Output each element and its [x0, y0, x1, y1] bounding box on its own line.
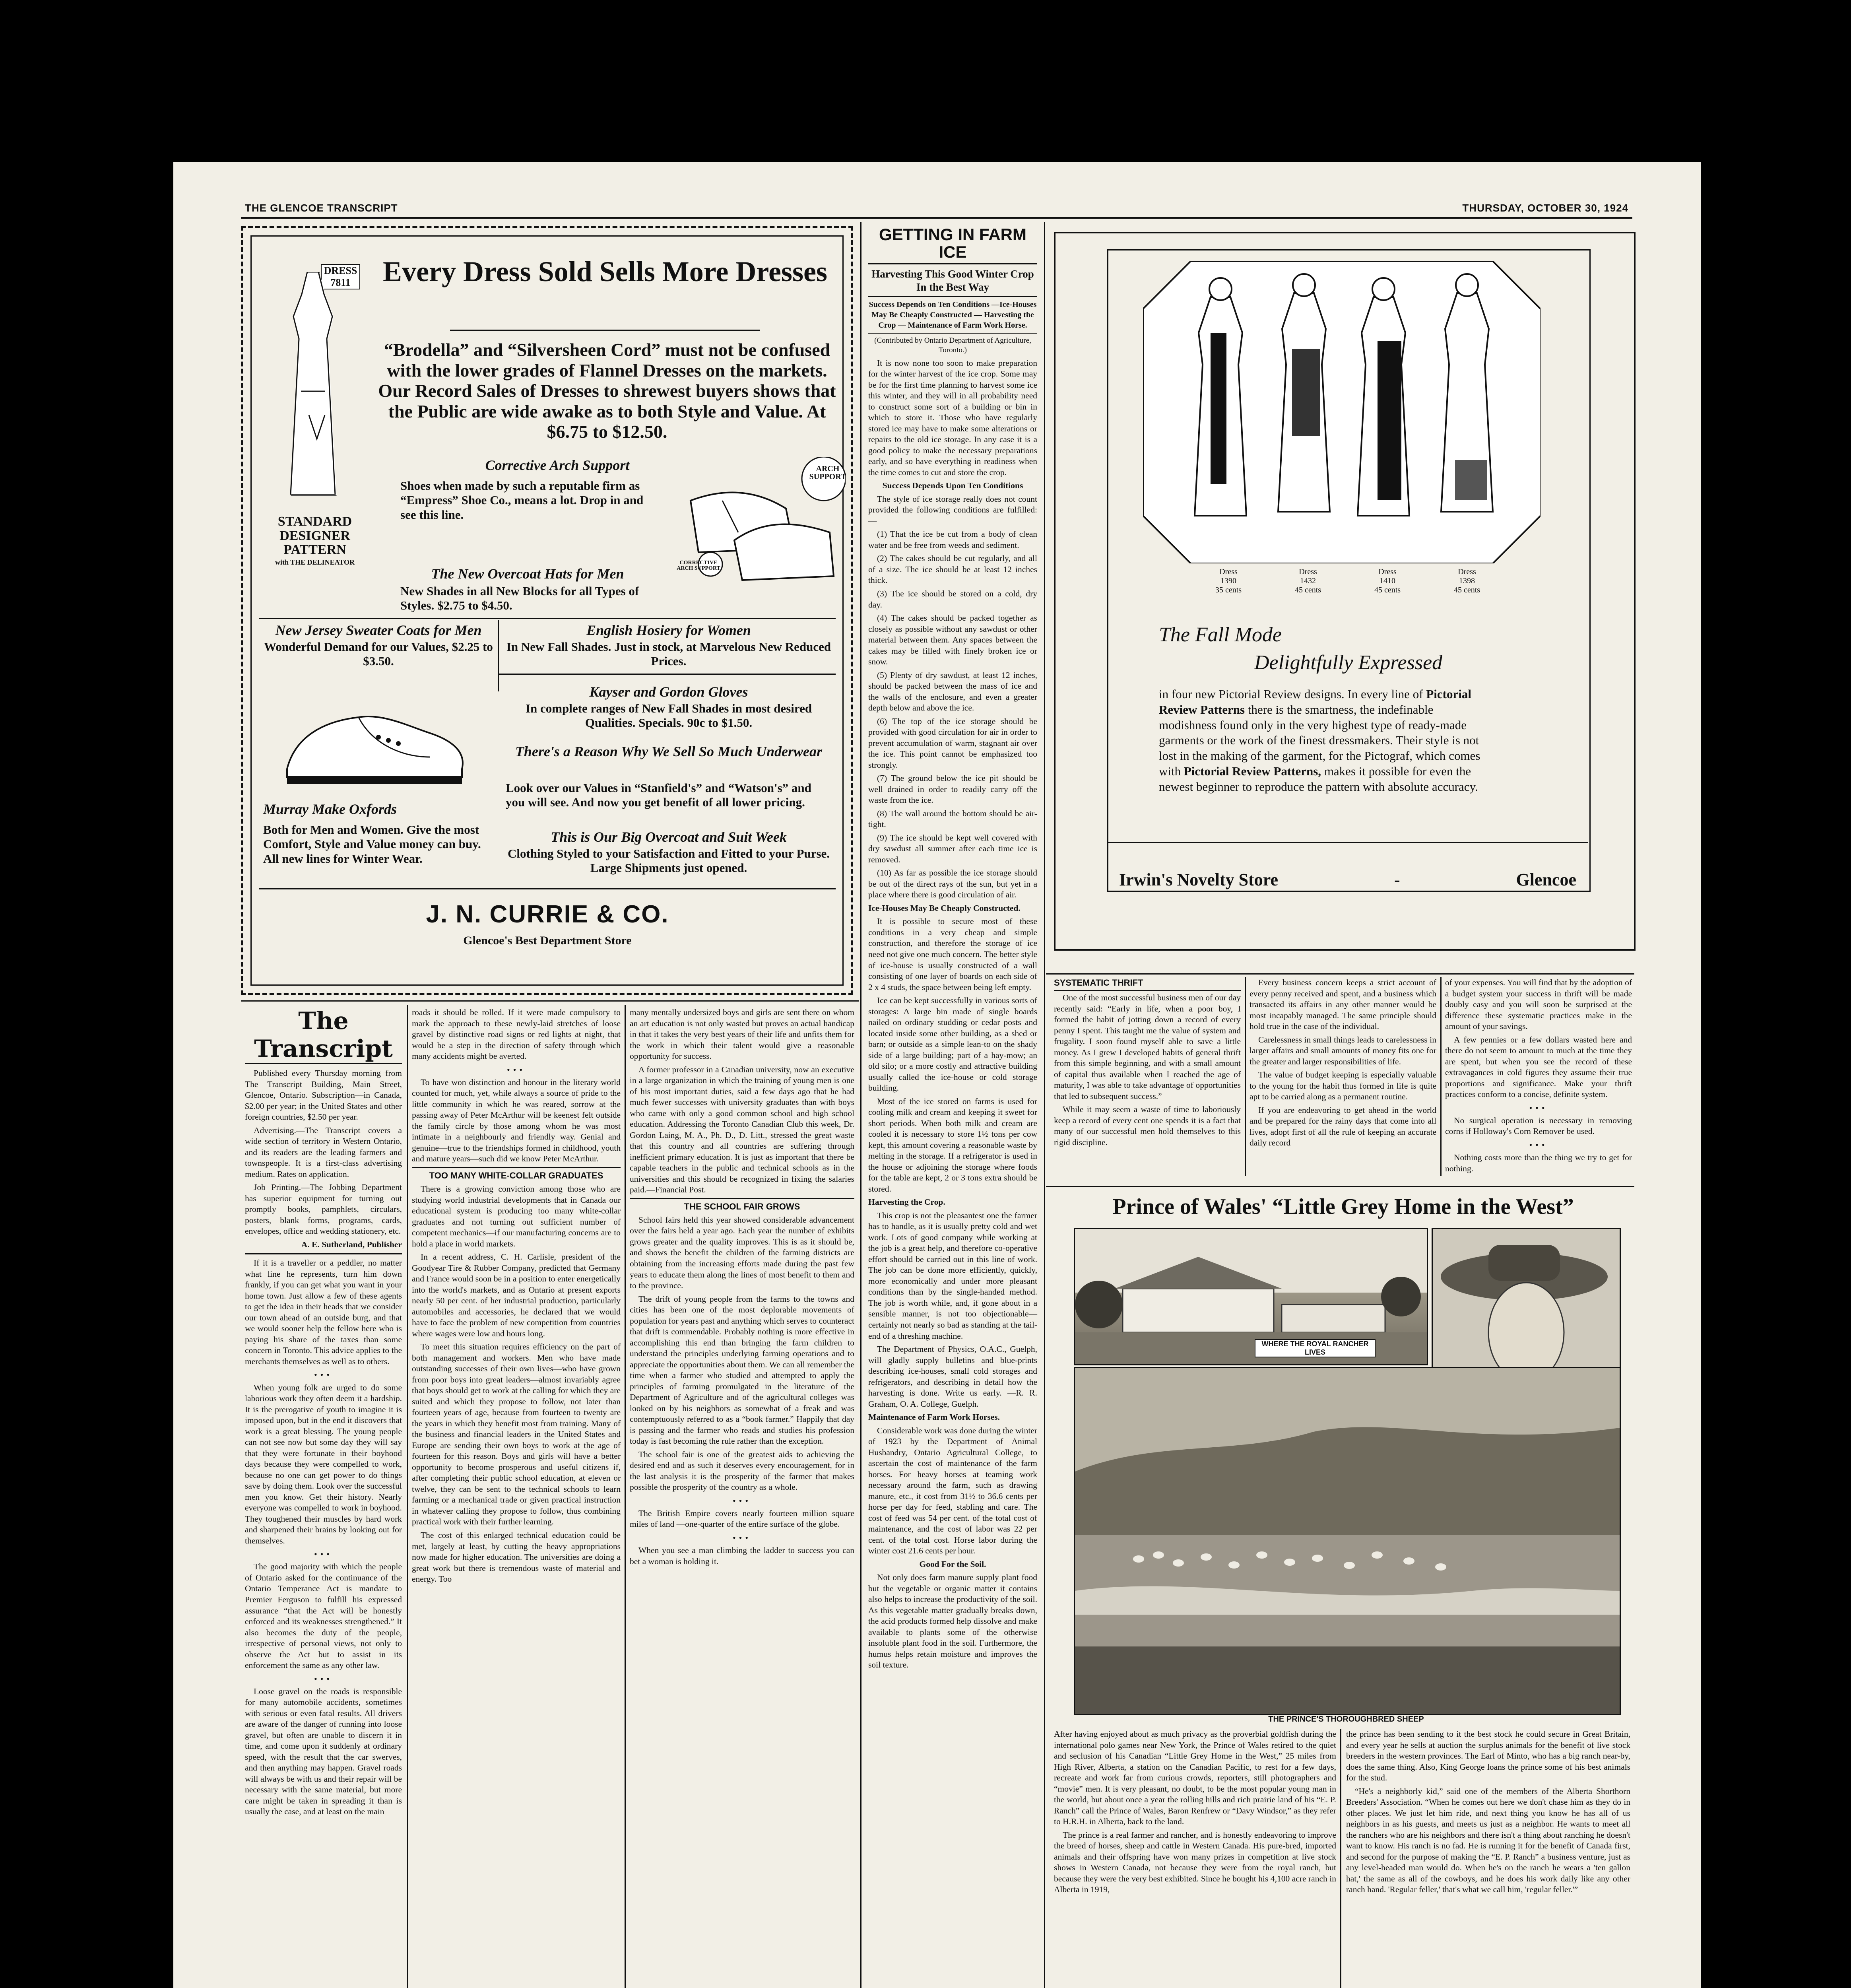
separator-stars: ••• — [314, 1673, 333, 1684]
school-fair-p1: School fairs held this year showed considerable advancement over the fairs held a year ago. Each year the number of exhibits grows greater and the quality improves. This is as it should be, and shows the benefit the children of the farming districts are obtaining from the increasing efforts made during the past few years to educate them along the lines of most benefit to them and to the province. — [630, 1215, 854, 1291]
thrift-p8: A few pennies or a few dollars wasted here and there do not seem to amount to much at the time they are spent, but when you see the record of these extravagances in cold figures they assume their true proportions and significance. Make your thrift practices conform to a concise, definite system. — [1445, 1035, 1632, 1099]
sweater-text: Wonderful Demand for our Values, $2.25 to $3.50. — [264, 640, 493, 668]
dress-price: 45 cents — [1294, 586, 1321, 594]
ice-p8: Considerable work was done during the winter of 1923 by the Department of Animal Husbandry, Ontario Agricultural College, to ascertain the cost of maintenance of the farm horses. For heavy horses at teaming work necessary around the farm, such as drawing manure, etc., it cost from 31½ to 36.6 cents per horse per day for feed, stabling and care. The cost of feed was 54 per cent. of the total cost of maintenance, and the cost of labor was 22 per cent. of the total cost. Horse labor during the winter cost 21.6 cents per hour. — [868, 1425, 1037, 1556]
currie-store-name: J. N. CURRIE & CO. — [426, 901, 669, 928]
ice-sub1: Success Depends Upon Ten Conditions — [882, 481, 1023, 491]
ice-p9: Not only does farm manure supply plant food but the vegetable or organic matter it contains also helps to increase the productivity of the soil. As this vegetable matter gradually breaks down, the acid products formed help dissolve and make available to plants some of the otherwise insoluble plant food in the soil. Furthermore, the humus helps retain moisture and improves the soil texture. — [868, 1573, 1037, 1670]
school-fair-p5: When you see a man climbing the ladder to success you can bet a woman is holding it. — [630, 1545, 854, 1566]
column-rule-l1 — [407, 1005, 408, 1988]
ice-cond9: (9) The ice should be kept well covered with dry sawdust all summer after each time ice is removed. — [868, 833, 1037, 864]
ice-cond10: (10) As far as possible the ice storage should be out of the direct rays of the sun, but yet in a place where there is good circulation of air. — [868, 868, 1037, 900]
thrift-rule — [1054, 990, 1241, 991]
school-fair-p3: The school fair is one of the greatest aids to achieving the desired end and as such it deserves every encouragement, for in the last analysis it is the prosperity of the farmer that makes possible the prosperity of the country as a whole. — [630, 1449, 854, 1492]
dress-1432 — [1286, 567, 1330, 595]
arch-heading: Corrective Arch Support — [485, 457, 630, 473]
pictorial-review-name: Pictorial Review Patterns — [1159, 687, 1471, 716]
divider-1 — [259, 618, 836, 619]
ice-cond2: (2) The cakes should be cut regularly, and all of a size. The ice should be at least 12 inches thick. — [868, 553, 1037, 585]
school-fair-p4: The British Empire covers nearly fourteen million square miles of land —one-quarter of the entire surface of the globe. — [630, 1508, 854, 1529]
currie-ad — [241, 226, 853, 995]
ice-p4: Ice can be kept successfully in various sorts of storages: A large bin made of single boards nailed on ordinary studding or cedar posts and located inside some other building, as a shed or barn; or outside as a simple lean-to on the shady side of a large building; part of a hay-mow; an old silo; or a more costly and attractive building usually called the ice-house or cold storage building. — [868, 996, 1037, 1093]
ice-credit: (Contributed by Ontario Department of Agriculture, Toronto.) — [874, 336, 1031, 355]
section-rule-left — [241, 1000, 859, 1002]
thrift-p1: One of the most successful business men of our day recently said: “Early in life, when a poor boy, I formed the habit of jotting down a record of every penny I spent. This taught me the value of system and frugality. I soon found myself able to save a little money. As I grew I developed habits of general thrift from this simple beginning, and with a small amount of capital thus available when I reached the age of maturity, I was able to take advantage of opportunities that led to subsequent success.” — [1054, 993, 1241, 1101]
dress-number: 1398 — [1459, 577, 1475, 585]
oxford-shoe-icon — [279, 689, 470, 793]
thrift-article — [1054, 977, 1632, 1184]
fall-mode-subtitle: Delightfully Expressed — [1254, 651, 1443, 674]
dress-figure-icon — [285, 272, 341, 495]
separator-stars: ••• — [732, 1533, 752, 1543]
ice-summary: Success Depends on Ten Conditions —Ice-Houses May Be Cheaply Constructed — Harvesting the Crop — Maintenance of Farm Work Horse. — [868, 299, 1037, 334]
header-rule — [241, 217, 1632, 219]
ice-article — [868, 226, 1037, 1673]
separator-stars: ••• — [1529, 1103, 1548, 1113]
irwin-dash: - — [1394, 870, 1400, 889]
ice-sub4: Maintenance of Farm Work Horses. — [868, 1412, 1000, 1422]
fashion-figures-icon — [1143, 261, 1541, 563]
dress-1390 — [1207, 567, 1250, 595]
divider-v1 — [498, 620, 499, 691]
arch-text: Shoes when made by such a reputable firm as “Empress” Shoe Co., means a lot. Drop in and see this line. — [400, 479, 644, 522]
sweater-heading: New Jersey Sweater Coats for Men — [275, 622, 482, 638]
ice-cond1: (1) That the ice be cut from a body of clean water and be free from weeds and sediment. — [868, 529, 1037, 550]
dress-label: Dress — [1378, 567, 1397, 576]
editorial-5: roads it should be rolled. If it were made compulsory to mark the approach to these newly-laid stretches of loose gravel by distinctive road signs or red lights at night, that would be a step in the direction of safety through which many accidents might be averted. — [412, 1008, 621, 1061]
thrift-p7: of your expenses. You will find that by the adoption of a budget system your success in thrift will be made doubly easy and you will soon be surprised at the difference these systematic practices make in the amount of your savings. — [1445, 978, 1632, 1031]
irwin-body — [1159, 687, 1489, 794]
sheep-landscape-icon — [1075, 1368, 1620, 1714]
arch-badge-2: CORRECTIVE ARCH SUPPORT — [677, 560, 720, 571]
ice-cond5: (5) Plenty of dry sawdust, at least 12 inches, should be packed between the mass of ice and the walls of the enclosure, and even a greater depth below and above the ice. — [868, 670, 1037, 713]
sheep-photo — [1074, 1367, 1621, 1715]
ranch-house-caption: WHERE THE ROYAL RANCHER LIVES — [1255, 1339, 1376, 1357]
irwin-town: Glencoe — [1516, 870, 1576, 889]
hats-text: New Shades in all New Blocks for all Types of Styles. $2.75 to $4.50. — [400, 584, 639, 613]
gloves-heading: Kayser and Gordon Gloves — [589, 684, 748, 700]
thrift-title: SYSTEMATIC THRIFT — [1054, 978, 1143, 988]
currie-store-tagline: Glencoe's Best Department Store — [463, 934, 632, 947]
thrift-rule-1 — [1245, 977, 1246, 1176]
dress-price: 45 cents — [1453, 586, 1480, 594]
overcoat-text: Clothing Styled to your Satisfaction and Fitted to your Purse. Large Shipments just opened. — [507, 846, 830, 875]
school-fair-p2: The drift of young people from the farms to the towns and cities has been one of the most deplorable movements of population for years past and anything which serves to counteract that drift is commendable. Probably nothing is more effective in accomplishing this end than bringing the farm children to understand the principles underlying farming operations and to appreciate the opportunities about them. We can all remember the time when a farmer who studied and attempted to apply the principles of farming promulgated in the literature of the Department of Agriculture and of the agricultural colleges was looked on by his neighbors as somewhat of a freak and was contemptuously referred to as a “book farmer.” Happily that day is passing and the farmer who reads and studies his profession today is fast becoming the rule rather than the exception. — [630, 1294, 855, 1446]
irwin-body-text: there is the smartness, the indefinable modishness found only in the very highest type of ready-made garments or the work of the finest dressmakers. Their style is not lost in the making of the garment, for the Pictograf, which comes with — [1159, 702, 1480, 778]
ice-p1: It is now none too soon to make preparation for the winter harvest of the ice crop. Some may be for the first time planning to harvest some ice this winter, and they will in all probability need to construct some sort of a building or bin in which to store it. Those who have regularly stored ice may have to make some alterations or repairs to the old ice storage. In any case it is a good policy to make the necessary preparations early, and so have everything in readiness when the time comes to cut and store the crop. — [868, 358, 1037, 477]
header-date: THURSDAY, OCTOBER 30, 1924 — [1462, 202, 1628, 214]
ice-cond6: (6) The top of the ice storage should be provided with good circulation for air in order to prevent accumulation of warm, stagnant air over the ice. This point cannot be emphasized too strongly. — [868, 716, 1037, 770]
column-rule-1 — [860, 222, 861, 1988]
oxford-heading: Murray Make Oxfords — [263, 801, 397, 817]
thrift-p4: Carelessness in small things leads to carelessness in larger affairs and small amounts of money fits one for the greater and larger responsibilities of life. — [1250, 1035, 1436, 1066]
separator-stars: ••• — [314, 1549, 333, 1559]
thrift-p9: No surgical operation is necessary in removing corns if Holloway's Corn Remover be used. — [1445, 1115, 1632, 1136]
editorial-1: If it is a traveller or a peddler, no matter what line he represents, turn him down frankly, if you can get what you want in your home town. Just allow a few of these agents to get the idea in their heads that we consider our town ahead of an outside burg, and that we would sooner help the fellow here who is paying his share of the taxes than some concern in Toronto. This advice applies to the merchants themselves as well as to others. — [245, 1258, 402, 1366]
hosiery-heading: English Hosiery for Women — [586, 622, 751, 638]
white-collar-p1: There is a growing conviction among those who are studying world industrial developments that in Canada our educational system is producing too many white-collar graduates and not turning out sufficient number of competent mechanics—if our manufacturing concerns are to hold a place in world markets. — [412, 1184, 621, 1248]
ice-soil-heading: Good For the Soil. — [919, 1559, 986, 1569]
transcript-masthead: The Transcript — [245, 1007, 402, 1064]
transcript-publication: Published every Thursday morning from The Transcript Building, Main Street, Glencoe, Ontario. Subscription—in Canada, $2.00 per year; in the United States and other foreign countries, $2.50 per year. — [245, 1068, 402, 1122]
white-collar-p4: The cost of this enlarged technical education could be met, largely at least, by cutting the heavy appropriations now made for higher education. The universities are doing a great work but there is tremendous waste of material and energy. Too — [412, 1530, 621, 1584]
header-paper-name: THE GLENCOE TRANSCRIPT — [245, 202, 398, 214]
editorial-4: Loose gravel on the roads is responsible for many automobile accidents, sometimes with serious or even fatal results. All drivers are aware of the danger of running into loose gravel, but often are unable to discern it in time, and come upon it suddenly at ordinary speed, with the result that the car swerves, and then anything may happen. Gravel roads will always be with us and their repair will be necessary with the same material, but more care might be taken in spreading it than is usually the case, and at least on the main — [245, 1686, 402, 1817]
underwear-heading: There's a Reason Why We Sell So Much Underwear — [515, 744, 823, 759]
column-rule-2 — [1044, 222, 1045, 1988]
sheep-caption: THE PRINCE'S THOROUGHBRED SHEEP — [1268, 1715, 1424, 1724]
ice-p3: It is possible to secure most of these conditions in a very cheap and simple construction, and therefore the storage of ice need not give one much concern. The better style of ice-house is usually constructed of a wall consisting of one layer of boards on each side of 2 x 4 studs, the space between being left empty. — [868, 916, 1037, 992]
hats-heading: The New Overcoat Hats for Men — [431, 566, 624, 582]
ice-cond3: (3) The ice should be stored on a cold, dry day. — [868, 589, 1037, 610]
thrift-rule-2 — [1440, 977, 1442, 1176]
newspaper-page — [173, 162, 1701, 1988]
ice-cond7: (7) The ground below the ice pit should be well drained in order to readily carry off the waste from the ice. — [868, 773, 1037, 805]
separator-stars: ••• — [506, 1064, 526, 1075]
irwin-body-text: in four new Pictorial Review designs. In every line of — [1159, 687, 1426, 701]
dress-illustration — [273, 264, 357, 511]
prince-column-rule — [1340, 1729, 1341, 1988]
white-collar-p3: To meet this situation requires efficiency on the part of both management and workers. Men who have made outstanding successes of their own lives—who have grown from poor boys into great leaders—almost invariably agree that boys should get to work at the calling for which they are suited and which they propose to follow, not later than fourteen years of age, because from fourteen to twenty are the years in which they benefit most from training. Many of the business and financial leaders in the United States and Europe are sending their own boys to work at the age of fourteen for this reason. Boys and girls will have a better opportunity to become prosperous and useful citizens if, after completing their public school education, at eleven or twelve, they can be sent to the technical schools to learn farming or a mechanical trade or given practical instruction in whatever calling they propose to follow, thus combining practical work with their further learning. — [412, 1342, 621, 1527]
wc-rule — [412, 1167, 621, 1168]
overcoat-heading: This is Our Big Overcoat and Suit Week — [551, 829, 787, 845]
dress-number-label: DRESS 7811 — [321, 264, 360, 289]
sf-rule — [630, 1198, 854, 1199]
transcript-box — [245, 1007, 402, 1820]
gloves-text: In complete ranges of New Fall Shades in most desired Qualities. Specials. 90c to $1.50. — [525, 701, 812, 730]
prince-column-1 — [1054, 1729, 1336, 1898]
prince-p2: The prince is a real farmer and rancher, and is honestly endeavoring to improve the breed of horses, sheep and cattle in Western Canada. His pure-bred, imported animals and their offspring have won many prizes in competition at live stock shows in Western Canada, not because they were from the royal ranch, but because they were the very best exhibited. Since he bought his 4,100 acre ranch in Alberta in 1919, — [1054, 1830, 1336, 1895]
page-header — [245, 202, 1628, 218]
prince-p4: “He's a neighborly kid,” said one of the members of the Alberta Shorthorn Breeders' Association. “When he comes out here we don't chase him as they do in other places. We just let him ride, and next thing you know he has all of us neighbors in as his guests, and meets us just as a neighbor. He wants to meet all the ranchers who are his neighbors and there isn't a thing about ranching he doesn't want to know. His ranch is no fad. He is running it for the benefit of Canada first, and second for the purpose of making the “E. P. Ranch” a business venture, just as any level-headed man would do. When he's on the ranch he wears a 'ten gallon hat,' the same as all of the cowboys, and he does his work daily like any other ranch hand. 'Regular feller,' that's what we call him, 'regular feller.'” — [1346, 1786, 1630, 1895]
school-fair-heading: THE SCHOOL FAIR GROWS — [684, 1201, 800, 1211]
irwin-footer — [1119, 870, 1576, 890]
dress-number: 1390 — [1220, 577, 1236, 585]
ice-sub3: Harvesting the Crop. — [868, 1197, 945, 1207]
dress-label: Dress — [1299, 567, 1317, 576]
pattern-label: STANDARD DESIGNER PATTERN — [277, 514, 352, 557]
currie-headline: Every Dress Sold Sells More Dresses — [383, 256, 827, 287]
white-collar-heading: TOO MANY WHITE-COLLAR GRADUATES — [429, 1170, 603, 1180]
dress-price: 45 cents — [1374, 586, 1401, 594]
irwin-store-name: Irwin's Novelty Store — [1119, 870, 1279, 889]
ice-p2: The style of ice storage really does not count provided the following conditions are fulfilled:— — [868, 494, 1037, 526]
prince-top-rule — [1046, 1186, 1634, 1187]
arch-badge: ARCH SUPPORT — [809, 464, 846, 481]
oxford-text: Both for Men and Women. Give the most Comfort, Style and Value money can buy. All new lines for Winter Wear. — [263, 823, 481, 866]
thrift-p6: If you are endeavoring to get ahead in the world and be prepared for the rainy days that come into all lives, adopt first of all the rule of keeping an accurate daily record — [1250, 1105, 1436, 1148]
thrift-p10: Nothing costs more than the thing we try to get for nothing. — [1445, 1153, 1632, 1173]
editorial-col3a: many mentally undersized boys and girls are sent there on whom an art education is not only wasted but proves an actual handicap in that it takes the very best years of their life and unfits them for the work in which their talent would give a reasonable opportunity for success. — [630, 1008, 854, 1061]
transcript-job-printing: Job Printing.—The Jobbing Department has superior equipment for turning out promptly books, pamphlets, circulars, posters, blank forms, programs, cards, envelopes, office and wedding stationery, etc. — [245, 1182, 402, 1236]
fall-mode-title: The Fall Mode — [1159, 623, 1282, 646]
ice-deck: Harvesting This Good Winter Crop In the Best Way — [868, 268, 1037, 297]
ice-p6: This crop is not the pleasantest one the farmer has to handle, as it is usually pretty cold and wet work. Lots of good company while working at the job is a great help, and therefore co-operative effort should be carried out in this line of work. The job can be done more efficiently, quickly, more economically and under more pleasant conditions than by the single-handed method. The job is worth while, and, if gone about in a sensible manner, is not too objectionable—certainly not nearly so bad as standing at the tail-end of a threshing machine. — [868, 1210, 1037, 1341]
editorial-2: When young folk are urged to do some laborious work they often deem it a hardship. It is the prerogative of youth to imagine it is imposed upon, but in the end it discovers that work is a great blessing. The young people can not see now but some day they will say that they were fortunate in their boyhood days because they were compelled to work, because no one can get power to do things save by doing them. Look over the successful men you know. Get their history. Nearly everyone was compelled to work in boyhood. They toughened their muscles by hard work and sharpened their brains by looking out for themselves. — [245, 1382, 402, 1545]
prince-column-2 — [1346, 1729, 1630, 1898]
currie-intro: “Brodella” and “Silversheen Cord” must not be confused with the lower grades of Flannel Dresses on the markets. Our Record Sales of Dresses to shrewest buyers shows that the Public are wide awake as to both Style and Value. At $6.75 to $12.50. — [378, 340, 836, 442]
editorial-column-2 — [412, 1007, 621, 1587]
separator-stars: ••• — [732, 1495, 752, 1506]
section-rule-right — [1046, 973, 1634, 975]
column-rule-l2 — [625, 1005, 626, 1988]
dress-number: 1432 — [1300, 577, 1316, 585]
irwin-body-text: makes it possible for even the newest beginner to reproduce the pattern with absolute accuracy. — [1159, 764, 1478, 794]
white-collar-p2: In a recent address, C. H. Carlisle, president of the Goodyear Tire & Rubber Company, predicted that Germany and France would soon be in a position to enter energetically into the world's markets, and as Ontario at present exports nearly 50 per cent. of her industrial production, particularly automobiles and accessories, he declared that we would have to face the problem of new competition from countries where wages were low and hours long. — [412, 1252, 621, 1338]
transcript-publisher: A. E. Sutherland, Publisher — [301, 1239, 402, 1249]
editorial-3: The good majority with which the people of Ontario asked for the continuance of the Ontario Temperance Act is mandate to Premier Ferguson to fulfill his expressed assurance “that the Act will be honestly enforced and its weaknesses strengthened.” It also becomes the duty of the people, irrespective of personal views, not only to observe the Act but to assist in its enforcement the same as any other law. — [245, 1562, 402, 1670]
prince-article — [1054, 1194, 1632, 1219]
editorial-column-3 — [630, 1007, 854, 1569]
irwin-ad — [1054, 232, 1636, 951]
divider-3 — [259, 888, 836, 889]
dress-1410 — [1366, 567, 1409, 595]
prince-title: Prince of Wales' “Little Grey Home in the West” — [1112, 1194, 1574, 1219]
ice-title: GETTING IN FARM ICE — [868, 226, 1037, 264]
dress-price: 35 cents — [1215, 586, 1242, 594]
separator-stars: ••• — [314, 1370, 333, 1380]
dress-number: 1410 — [1380, 577, 1395, 585]
divider-2 — [498, 674, 836, 675]
thrift-p3: Every business concern keeps a strict account of every penny received and spent, and a business which transacted its affairs in any other manner would be most incapably managed. The same principle should hold true in the case of the individual. — [1250, 978, 1436, 1031]
editorial-col3b: A former professor in a Canadian university, now an executive in a large organization in which the training of young men is one of his most important duties, said a few days ago that he had much fewer successes with university graduates than with boys who came with only a good common school and high school education. Addressing the Toronto Canadian Club this week, Dr. Gordon Laing, M. A., Ph. D., D. Litt., stressed the great waste that this country and all countries are suffering through inefficient primary education. It is just as important that there be capable teachers in the public and technical schools as in the universities and this should be recognized in fixing the salaries paid.—Financial Post. — [630, 1064, 854, 1195]
headline-rule — [450, 330, 760, 331]
ice-sub2: Ice-Houses May Be Cheaply Constructed. — [868, 903, 1021, 913]
separator-stars: ••• — [1529, 1140, 1548, 1150]
prince-p3: the prince has been sending to it the best stock he could secure in Great Britain, and every year he sells at auction the surplus animals for the benefit of live stock breeders in the western provinces. The Earl of Minto, who has a big ranch near-by, does the same thing. Also, King George loans the prince some of his best animals for the stud. — [1346, 1729, 1630, 1783]
ice-cond4: (4) The cakes should be packed together as closely as possible without any sawdust or other material between them. Any spaces between the cakes may be filled with finely broken ice or snow. — [868, 613, 1037, 667]
ice-p5: Most of the ice stored on farms is used for cooling milk and cream and keeping it sweet for short periods. When both milk and cream are cooled it is necessary to store 1½ tons per cow kept, this amount covering a reasonable waste by melting in the storage. If a refrigerator is used in the house or adjoining the storage where foods for the table are kept, 2 or 3 tons extra should be stored. — [868, 1096, 1037, 1194]
thrift-p2: While it may seem a waste of time to laboriously keep a record of every cent one spends it is a fact that many of our successful men hold themselves to this rigid discipline. — [1054, 1105, 1241, 1147]
ice-p7: The Department of Physics, O.A.C., Guelph, will gladly supply bulletins and blue-prints describing ice-houses, small cold storages and refrigerators, and describing in detail how the harvesting is done. Write us early. —R. R. Graham, O. A. College, Guelph. — [868, 1344, 1037, 1409]
dress-1398 — [1445, 567, 1489, 595]
editorial-6: To have won distinction and honour in the literary world counted for much, yet, while always a source of pride to the little community in which he was reared, sorrow at the passing away of Peter McArthur will be keenest felt outside the family circle by those among whom he was most intimate in a neighbourly and friendly way. Genial and genuine—true to the friendships formed in childhood, youth and mature years—such did we know Peter McArthur. — [412, 1077, 621, 1164]
thrift-p5: The value of budget keeping is especially valuable to the young for the habit thus formed in life is quite apt to be carried along as a permanent routine. — [1250, 1070, 1436, 1102]
pattern-sublabel: with THE DELINEATOR — [275, 558, 355, 566]
pictorial-review-name: Pictorial Review Patterns, — [1184, 764, 1321, 778]
irwin-divider — [1107, 842, 1588, 843]
transcript-advertising: Advertising.—The Transcript covers a wide section of territory in Western Ontario, and its readers are the leading farmers and townspeople. It is a first-class advertising medium. Rates on application. — [245, 1125, 402, 1179]
ice-cond8: (8) The wall around the bottom should be air-tight. — [868, 808, 1037, 829]
dress-label: Dress — [1219, 567, 1238, 576]
dress-label: Dress — [1458, 567, 1476, 576]
underwear-text: Look over our Values in “Stanfield's” and “Watson's” and you will see. And now you get benefit of all lower pricing. — [506, 781, 811, 810]
transcript-rule — [245, 1253, 402, 1254]
prince-p1: After having enjoyed about as much privacy as the proverbial goldfish during the international polo games near New York, the Prince of Wales retired to the quiet and seclusion of his Canadian “Little Grey Home in the West,” 25 miles from High River, Alberta, a station on the Canadian Pacific, to rest for a few days, recreate and work far from curious crowds, reporters, still photographers and “movie” men. It is very pleasant, no doubt, to be the most popular young man in the world, but about once a year the rolling hills and rich prairie land of his “E. P. Ranch” call the Prince of Wales, Baron Renfrew or “Davy Windsor,” as they refer to H.R.H. in Alberta, back to the land. — [1054, 1729, 1336, 1827]
hosiery-text: In New Fall Shades. Just in stock, at Marvelous New Reduced Prices. — [506, 640, 831, 668]
